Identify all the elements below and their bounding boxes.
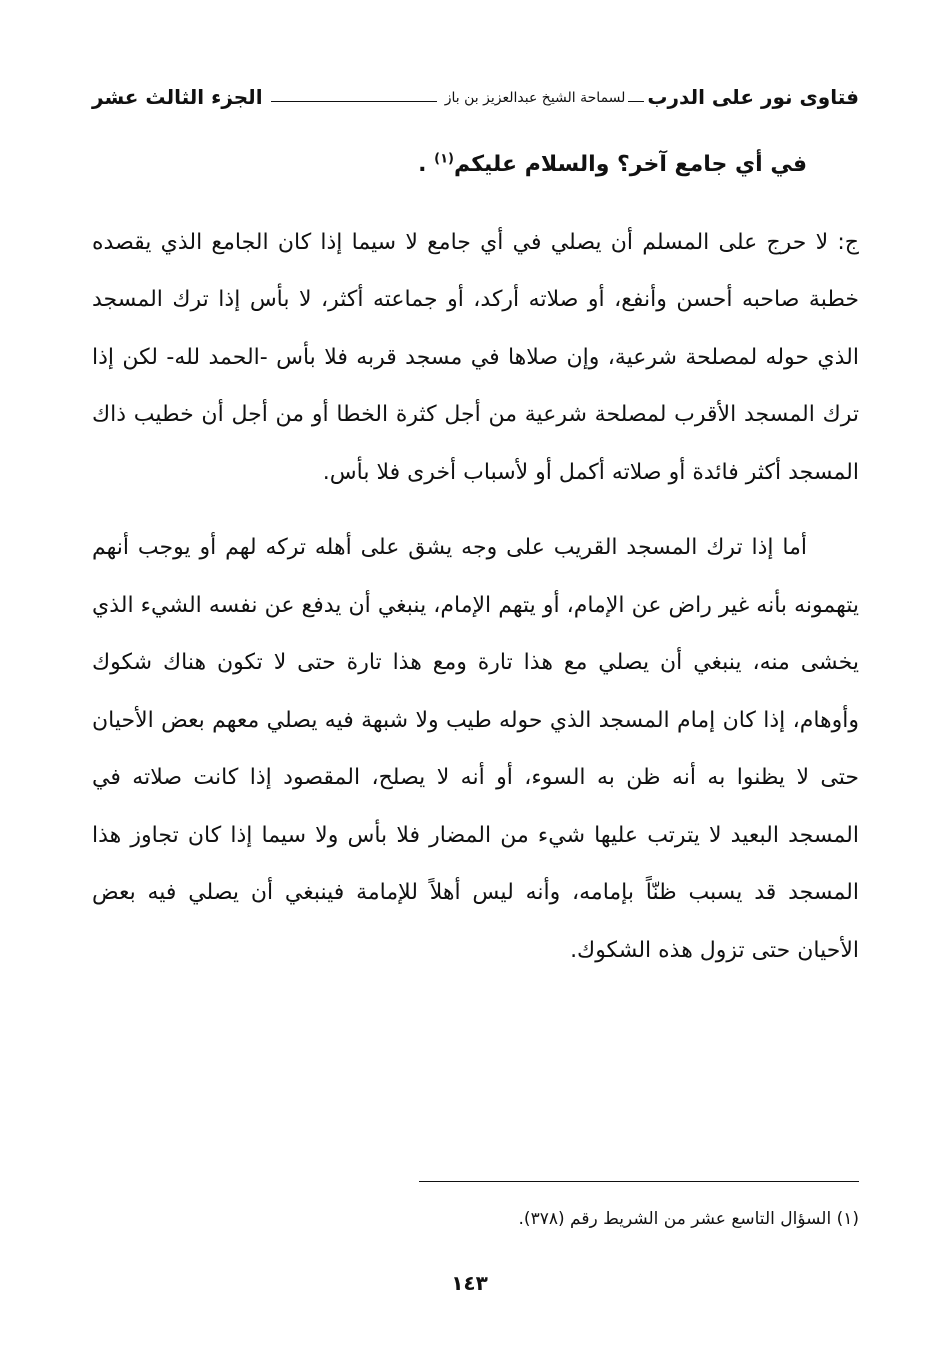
body-paragraph: أما إذا ترك المسجد القريب على وجه يشق على أهله تركه لهم أو يوجب أنهم يتهمونه بأنه غير راض عن الإمام، أو يتهم الإمام، ينبغي أن يدفع عن نفسه الشيء الذي يخشى منه، ينبغي أن يصلي مع هذا تارة ومع هذا تارة حتى لا تكون هناك شكوك وأوهام، إذا كان إمام المسجد الذي حوله طيب ولا شبهة فيه يصلي معهم بعض الأحيان حتى لا يظنوا به أنه ظن به السوء، أو أنه لا يصلح، المقصود إذا كانت صلاته في المسجد البعيد لا يترتب عليها شيء من المضار فلا بأس ولا سيما إذا كان تجاوز هذا المسجد قد يسبب ظنّاً بإمامه، وأنه ليس أهلاً للإمامة فينبغي أن يصلي فيه بعض الأحيان حتى تزول هذه الشكوك. [92, 535, 859, 963]
header-dash [628, 101, 644, 102]
question-tail-text: في أي جامع آخر؟ والسلام عليكم [454, 152, 807, 177]
footnote-separator [419, 1181, 859, 1182]
running-header [92, 74, 859, 110]
body-text [92, 136, 859, 979]
footnote-reference: (١) [434, 151, 454, 167]
answer-paragraph: ج: لا حرج على المسلم أن يصلي في أي جامع لا سيما إذا كان الجامع الذي يقصده خطبة صاحبه أحسن وأنفع، أو صلاته أركد، أو جماعته أكثر، لا بأس إذا ترك المسجد الذي حوله لمصلحة شرعية، وإن صلاها في مسجد قربه فلا بأس -الحمد لله- لكن إذا ترك المسجد الأقرب لمصلحة شرعية من أجل كثرة الخطا أو من أجل أن خطيب ذاك المسجد أكثر فائدة أو صلاته أكمل أو لأسباب أخرى فلا بأس. [92, 229, 859, 485]
volume-label: الجزء الثالث عشر [92, 85, 263, 109]
header-rule [271, 101, 437, 102]
header-author: لسماحة الشيخ عبدالعزيز بن باز [444, 90, 626, 106]
book-title: فتاوى نور على الدرب [647, 85, 859, 109]
question-tail-end: . [418, 152, 435, 177]
footnote: (١) السؤال التاسع عشر من الشريط رقم (٣٧٨). [518, 1209, 859, 1229]
page-number: ١٤٣ [451, 1271, 488, 1295]
question-tail [92, 136, 859, 194]
